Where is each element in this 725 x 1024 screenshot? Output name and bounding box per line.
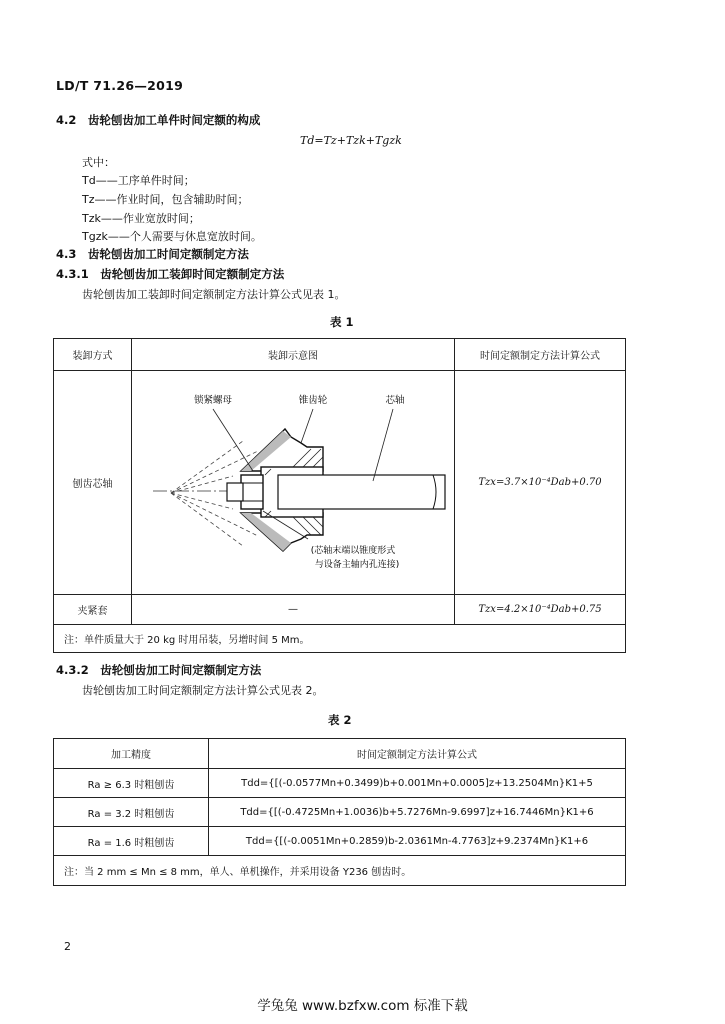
- table1-header-method: 装卸方式: [54, 339, 132, 371]
- section-4-3-1-heading: 4.3.1 齿轮刨齿加工装卸时间定额制定方法: [56, 267, 285, 281]
- table2-note: 注：当 2 mm ≤ Mn ≤ 8 mm，单人、单机操作，并采用设备 Y236 刨齿时。: [54, 856, 626, 886]
- section-4-3-heading: 4.3 齿轮刨齿加工时间定额制定方法: [56, 247, 249, 261]
- label-lock-nut: 锁紧螺母: [193, 395, 233, 406]
- table-row: [54, 827, 626, 856]
- table1-row2-diagram: —: [132, 595, 455, 625]
- label-bevel-gear: 锥齿轮: [298, 395, 328, 406]
- document-header: LD/T 71.26—2019: [56, 78, 184, 93]
- section-4-3-2-heading: 4.3.2 齿轮刨齿加工时间定额制定方法: [56, 663, 262, 677]
- table2-row2-precision: Ra = 3.2 时粗刨齿: [54, 798, 209, 827]
- table-row: [54, 798, 626, 827]
- def-tgzk: Tgzk——个人需要与休息宽放时间。: [82, 230, 262, 243]
- table1-row2-formula: Tzx=4.2×10⁻⁴Dab+0.75: [455, 595, 626, 625]
- section-4-3-1-text: 齿轮刨齿加工装卸时间定额制定方法计算公式见表 1。: [82, 288, 346, 301]
- diagram-note-line1: (芯轴末端以锥度形式: [310, 546, 396, 556]
- table1-row1-method: 刨齿芯轴: [54, 371, 132, 595]
- table1-row1-formula: Tzx=3.7×10⁻⁴Dab+0.70: [455, 371, 626, 595]
- table-row: [54, 371, 626, 595]
- footer-watermark: 学兔兔 www.bzfxw.com 标准下载: [257, 998, 468, 1014]
- mandrel-diagram: [133, 371, 453, 591]
- table1-note: 注：单件质量大于 20 kg 时用吊装，另增时间 5 Mm。: [54, 625, 626, 653]
- table2-header-precision: 加工精度: [54, 739, 209, 769]
- section-4-2-heading: 4.2 齿轮刨齿加工单件时间定额的构成: [56, 113, 261, 127]
- table2-row1-formula: Tdd={[(-0.0577Mn+0.3499)b+0.001Mn+0.0005]z+13.2504Mn}K1+5: [209, 769, 626, 798]
- diagram-note-line2: 与设备主轴内孔连接): [314, 560, 400, 570]
- table-row: [54, 595, 626, 625]
- table2-row3-formula: Tdd={[(-0.0051Mn+0.2859)b-2.0361Mn-4.7763]z+9.2374Mn}K1+6: [209, 827, 626, 856]
- table2-row1-precision: Ra ≥ 6.3 时粗刨齿: [54, 769, 209, 798]
- page-number: 2: [64, 940, 71, 953]
- table1-header-diagram: 装卸示意图: [132, 339, 455, 371]
- where-label: 式中：: [82, 156, 115, 169]
- table-2: [53, 738, 626, 886]
- def-td: Td——工序单件时间；: [82, 174, 195, 187]
- table1-row1-diagram: [132, 371, 455, 595]
- table2-header-formula: 时间定额制定方法计算公式: [209, 739, 626, 769]
- label-mandrel: 芯轴: [385, 395, 405, 406]
- table2-row2-formula: Tdd={[(-0.4725Mn+1.0036)b+5.7276Mn-9.6997]z+16.7446Mn}K1+6: [209, 798, 626, 827]
- def-tzk: Tzk——作业宽放时间；: [82, 212, 200, 225]
- table2-caption: 表 2: [328, 713, 352, 727]
- table-row: [54, 769, 626, 798]
- table1-caption: 表 1: [330, 315, 354, 329]
- def-tz: Tz——作业时间，包含辅助时间；: [82, 193, 249, 206]
- table2-row3-precision: Ra = 1.6 时粗刨齿: [54, 827, 209, 856]
- table1-row2-method: 夹紧套: [54, 595, 132, 625]
- section-4-3-2-text: 齿轮刨齿加工时间定额制定方法计算公式见表 2。: [82, 684, 324, 697]
- table1-header-formula: 时间定额制定方法计算公式: [455, 339, 626, 371]
- table-1: [53, 338, 626, 653]
- formula-composition: Td=Tz+Tzk+Tgzk: [300, 134, 402, 147]
